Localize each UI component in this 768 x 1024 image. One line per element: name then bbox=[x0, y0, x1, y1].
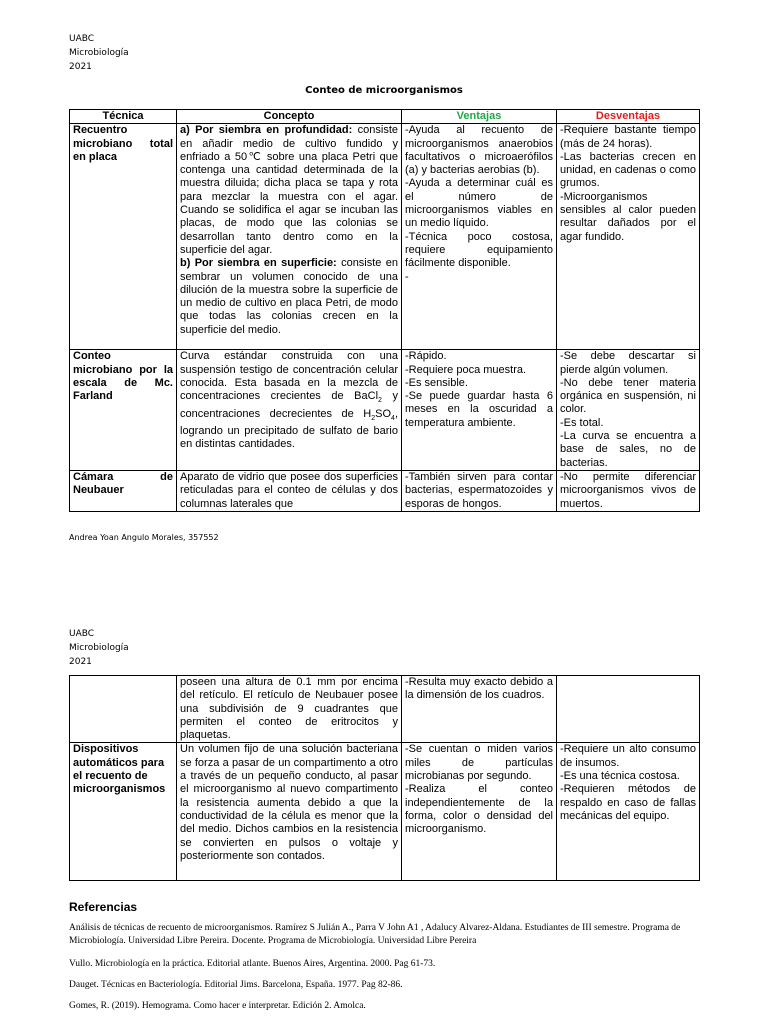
table-header-row bbox=[70, 110, 700, 124]
subscript: 4 bbox=[391, 414, 395, 422]
concept-cell bbox=[177, 350, 402, 471]
header-tecnica: Técnica bbox=[70, 110, 177, 124]
advantage-item: -Realiza el conteo independientemente de la forma, color o densidad del microorganismo. bbox=[405, 783, 553, 836]
advantages-cell bbox=[402, 676, 557, 743]
disadvantage-item: -Requiere un alto consumo de insumos. bbox=[560, 743, 696, 769]
advantage-item: -Se puede guardar hasta 6 meses en la oscuridad a temperatura ambiente. bbox=[405, 390, 553, 429]
advantage-item: -Ayuda a determinar cuál es el número de microorganismos viables en un medio líquido. bbox=[405, 177, 553, 230]
header-subject: Microbiología bbox=[69, 48, 129, 58]
techniques-table bbox=[69, 109, 700, 512]
header-subject: Microbiología bbox=[69, 643, 129, 653]
advantage-item: -Ayuda al recuento de microorganismos anaerobios facultativos o microaerófilos (a) y bacterias aerobias (b). bbox=[405, 124, 553, 177]
concept-cell: Aparato de vidrio que posee dos superficies reticuladas para el conteo de células y dos columnas laterales que bbox=[177, 470, 402, 511]
disadvantage-item: -No debe tener materia orgánica en suspensión, ni color. bbox=[560, 376, 696, 416]
concept-text-a: consiste en añadir medio de cultivo fundido y enfriado a 50℃ sobre una placa Petri que contenga una cantidad determinada de la muestra diluida; dicha placa se tapa y rota para mezclar la muestra con el agar. Cuando se solidifica el agar se incuban las placas, de modo que las colonias se desarrollan tanto dentro como en la superficie del agar. bbox=[180, 124, 398, 256]
reference-item: Vullo. Microbiología en la práctica. Editorial atlante. Buenos Aires, Argentina. 2000. Pag 61-73. bbox=[69, 959, 436, 969]
header-year: 2021 bbox=[69, 657, 92, 667]
advantages-cell bbox=[402, 350, 557, 471]
advantage-item: -Se cuentan o miden varios miles de partículas microbianas por segundo. bbox=[405, 743, 553, 783]
disadvantages-cell bbox=[557, 743, 700, 881]
disadvantage-item: -La curva se encuentra a base de sales, no de bacterias. bbox=[560, 430, 696, 469]
advantage-item: - bbox=[405, 270, 409, 283]
reference-item: Análisis de técnicas de recuento de microorganismos. Ramírez S Julián A., Parra V John A1 , Adalucy Alvarez-Aldana. Estudiantes de III semestre. Programa de Microbiología. Universidad Libre Pereira. Docente. Programa de Microbiología. Universidad Libre Pereira bbox=[69, 923, 681, 946]
technique-cell: Conteo microbiano por la escala de Mc. Farland bbox=[70, 350, 177, 471]
concept-text: SO bbox=[375, 407, 392, 420]
concept-text: Curva estándar construida con una suspensión testigo de concentración celular conocida. Esta basada en la mezcla de concentraciones crecientes de BaCl bbox=[180, 350, 398, 403]
concept-label-b: b) Por siembra en superficie: bbox=[180, 257, 337, 270]
advantage-item: -También sirven para contar bacterias, espermatozoides y esporas de hongos. bbox=[405, 470, 553, 510]
header-institution: UABC bbox=[69, 629, 95, 639]
technique-cell: Dispositivos automáticos para el recuento de microorganismos bbox=[70, 743, 177, 881]
disadvantage-item: -No permite diferenciar microorganismos vivos de muertos. bbox=[560, 470, 696, 510]
advantage-item: -Es sensible. bbox=[405, 376, 468, 389]
technique-cell: Cámara de Neubauer bbox=[70, 470, 177, 511]
author-line: Andrea Yoan Angulo Morales, 357552 bbox=[69, 533, 219, 542]
technique-cell bbox=[70, 676, 177, 743]
concept-text: y concentraciones decrecientes de H bbox=[180, 390, 399, 420]
table-row bbox=[70, 124, 700, 350]
table-row bbox=[70, 676, 700, 743]
concept-label-a: a) Por siembra en profundidad: bbox=[180, 124, 353, 137]
page2-header bbox=[69, 627, 129, 669]
technique-cell: Recuentro microbiano total en placa bbox=[70, 124, 177, 350]
disadvantage-item: -Requiere bastante tiempo (más de 24 horas). bbox=[560, 124, 696, 150]
header-concepto: Concepto bbox=[177, 110, 402, 124]
advantage-item: -Requiere poca muestra. bbox=[405, 363, 527, 376]
table-row bbox=[70, 743, 700, 881]
advantage-item: -Resulta muy exacto debido a la dimensión de los cuadros. bbox=[405, 676, 553, 702]
advantages-cell bbox=[402, 743, 557, 881]
disadvantages-cell bbox=[557, 676, 700, 743]
subscript: 2 bbox=[378, 397, 382, 405]
disadvantage-item: -Las bacterias crecen en unidad, en cadenas o como grumos. bbox=[560, 150, 696, 190]
disadvantages-cell bbox=[557, 350, 700, 471]
page1-header bbox=[69, 32, 129, 74]
techniques-table-continued bbox=[69, 675, 700, 881]
disadvantage-item: -Requieren métodos de respaldo en caso de fallas mecánicas del equipo. bbox=[560, 783, 696, 822]
advantage-item: -Rápido. bbox=[405, 350, 447, 363]
concept-cell: Un volumen fijo de una solución bacteriana se forza a pasar de un compartimento a otro a través de un pequeño conducto, al pasar el microorganismo al nuevo compartimento la resistencia aumenta debido a que la conductividad de la célula es menor que la del medio. Dichos cambios en la resistencia se convierten en pulsos o voltaje y posteriormente son contados. bbox=[177, 743, 402, 881]
advantages-cell bbox=[402, 470, 557, 511]
document-title: Conteo de microorganismos bbox=[305, 85, 463, 96]
subscript: 2 bbox=[371, 414, 376, 422]
disadvantages-cell bbox=[557, 470, 700, 511]
reference-item: Dauget. Técnicas en Bacteriología. Editorial Jims. Barcelona, España. 1977. Pag 82-86. bbox=[69, 980, 403, 990]
disadvantage-item: -Es una técnica costosa. bbox=[560, 770, 680, 783]
concept-text: , logrando un precipitado de sulfato de bario en distintas cantidades. bbox=[180, 407, 398, 451]
header-institution: UABC bbox=[69, 34, 95, 44]
disadvantages-cell bbox=[557, 124, 700, 350]
reference-item: Gomes, R. (2019). Hemograma. Como hacer e interpretar. Edición 2. Amolca. bbox=[69, 1001, 366, 1011]
concept-text-b: consiste en sembrar un volumen conocido de una dilución de la muestra sobre la superficie de un medio de cultivo en placa Petri, de modo que todas las colonias crecen en la superficie del medio. bbox=[180, 257, 398, 336]
disadvantage-item: -Se debe descartar si pierde algún volumen. bbox=[560, 350, 696, 376]
header-desventajas: Desventajas bbox=[557, 110, 700, 124]
concept-cell: poseen una altura de 0.1 mm por encima del retículo. El retículo de Neubauer posee una subdivisión de 9 cuadrantes que permiten el conteo de eritrocitos y plaquetas. bbox=[177, 676, 402, 743]
table-row bbox=[70, 350, 700, 471]
table-row bbox=[70, 470, 700, 511]
advantages-cell bbox=[402, 124, 557, 350]
header-year: 2021 bbox=[69, 62, 92, 72]
advantage-item: -Técnica poco costosa, requiere equipamiento fácilmente disponible. bbox=[405, 230, 553, 270]
header-ventajas: Ventajas bbox=[402, 110, 557, 124]
references-heading: Referencias bbox=[69, 900, 138, 914]
disadvantage-item: -Es total. bbox=[560, 416, 604, 429]
disadvantage-item: -Microorganismos sensibles al calor pueden resultar dañados por el agar fundido. bbox=[560, 190, 696, 243]
concept-cell bbox=[177, 124, 402, 350]
